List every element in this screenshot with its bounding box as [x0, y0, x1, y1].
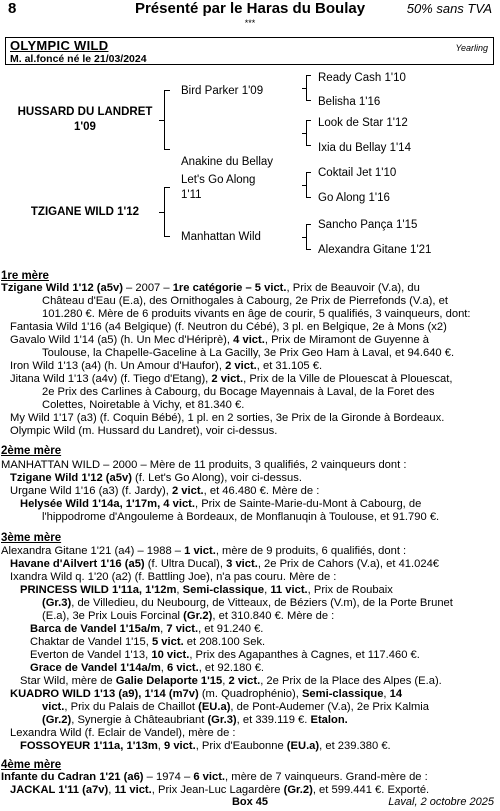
dam-dam-dam: Alexandra Gitane 1'21: [318, 244, 432, 256]
brace-line: [306, 100, 311, 101]
produce-line: Jitana Wild 1'13 (a4v) (f. Tiego d'Etang), 2 vict., Prix de la Ville de Plouescat à Plouescat,: [10, 373, 453, 385]
text-line: Château d'Eau (E.a), des Ornithogales à Cabourg, 2e Prix de Pierrefonds (V.a), et: [42, 295, 448, 307]
horse-category: Yearling: [455, 43, 488, 53]
text-line: Toulouse, la Chapelle-Gaceline à La Gacilly, 3e Prix Geo Ham à Laval, et 94.640 €.: [42, 347, 455, 359]
brace-line: [164, 187, 170, 188]
text-line: (Gr.2), Synergie à Châteaubriant (Gr.3), et 339.119 €. Etalon.: [42, 714, 348, 726]
produce-line: KUADRO WILD 1'13 (a9), 1'14 (m7v) (m. Quadrophénio), Semi-classique, 14: [10, 688, 403, 700]
brace-line: [164, 90, 170, 91]
text-line: (E.a), 3e Prix Louis Forcinal (Gr.2), et 310.840 €. Mère de :: [42, 610, 335, 622]
produce-line: Barca de Vandel 1'15a/m, 7 vict., et 91.240 €.: [30, 623, 264, 635]
brace-line: [302, 185, 307, 186]
produce-line: Havane d'Ailvert 1'16 (a5) (f. Ultra Ducal), 3 vict., 2e Prix de Cahors (V.a), et 41.024€: [10, 558, 440, 570]
produce-line: Chaktar de Vandel 1'15, 5 vict. et 208.100 Sek.: [30, 636, 266, 648]
dam-dam-sire: Sancho Pança 1'15: [318, 219, 418, 231]
sire-dam-dam: Ixia du Bellay 1'14: [318, 142, 411, 154]
text-line: vict., Prix du Palais de Chaillot (EU.a), de Pont-Audemer (V.a), 2e Prix Kalmia: [42, 701, 429, 713]
text-line: 2e Prix des Carlines à Cabourg, du Bocage Mayennais à Laval, de la Foret des: [42, 386, 435, 398]
second-dam-line: MANHATTAN WILD – 2000 – Mère de 11 produits, 3 qualifiés, 2 vainqueurs dont :: [1, 459, 407, 471]
brace-line: [302, 88, 307, 89]
sire-dam-sire: Look de Star 1'12: [318, 117, 408, 129]
horse-name: OLYMPIC WILD: [10, 38, 109, 53]
sire-sire: Bird Parker 1'09: [181, 85, 264, 97]
brace-line: [164, 149, 170, 150]
produce-line: Urgane Wild 1'16 (a3) (f. Jardy), 2 vict., et 46.480 €. Mère de :: [10, 485, 320, 497]
dam-dam: Manhattan Wild: [181, 231, 261, 243]
brace-line: [159, 120, 165, 121]
produce-line: Gavalo Wild 1'14 (a5) (h. Un Mec d'Hériprè), 4 vict., Prix de Miramont de Guyenne à: [10, 334, 430, 346]
brace-line: [302, 133, 307, 134]
produce-line: Tzigane Wild 1'12 (a5v) (f. Let's Go Along), voir ci-dessus.: [10, 472, 302, 484]
sire-time: 1'09: [74, 121, 96, 133]
produce-line: Lexandra Wild (f. Eclair de Vandel), mère de :: [10, 727, 236, 739]
sire-sire-dam: Belisha 1'16: [318, 96, 381, 108]
produce-line: Everton de Vandel 1'13, 10 vict., Prix des Agapanthes à Cagnes, et 117.460 €.: [30, 649, 420, 661]
brace-line: [306, 75, 311, 76]
page-title: Présenté par le Haras du Boulay: [134, 0, 366, 17]
produce-line: JACKAL 1'11 (a7v), 11 vict., Prix Jean-Luc Lagardère (Gr.2), et 599.441 €. Exporté.: [10, 784, 430, 796]
produce-line: PRINCESS WILD 1'11a, 1'12m, Semi-classique, 11 vict., Prix de Roubaix: [20, 584, 393, 596]
text-line: 101.280 €. Mère de 6 produits vivants en âge de courir, 5 qualifiés, 3 vainqueurs, dont:: [42, 308, 471, 320]
dam-sire-line2: 1'11: [181, 189, 202, 201]
section-fourth-dam: 4ème mère: [1, 759, 62, 771]
produce-line: My Wild 1'17 (a3) (f. Coquin Bébé), 1 pl. en 2 sorties, 3e Prix de la Gironde à Bordeaux.: [10, 412, 445, 424]
dam-name: TZIGANE WILD 1'12: [30, 206, 140, 218]
third-dam-line: Alexandra Gitane 1'21 (a4) – 1988 – 1 vict., mère de 9 produits, 6 qualifiés, dont :: [1, 545, 407, 557]
section-third-dam: 3ème mère: [1, 532, 62, 544]
brace-line: [306, 120, 311, 121]
sire-dam: Anakine du Bellay: [181, 156, 274, 168]
section-first-dam: 1re mère: [1, 270, 49, 282]
sale-date: Laval, 2 octobre 2025: [388, 796, 494, 808]
produce-line: Star Wild, mère de Galie Delaporte 1'15, 2 vict., 2e Prix de la Place des Alpes (E.a).: [20, 675, 442, 687]
text-line: (Gr.3), de Villedieu, du Neubourg, de Vitteaux, de Béziers (V.m), de la Porte Brunet: [42, 597, 453, 609]
brace-line: [306, 145, 311, 146]
brace-line: [159, 212, 165, 213]
brace-line: [306, 249, 311, 250]
tva-note: 50% sans TVA: [406, 1, 492, 16]
text-line: l'hippodrome d'Angouleme à Bordeaux, de Monflanuqin à Toulouse, et 91.790 €.: [42, 511, 440, 523]
brace-line: [306, 197, 311, 198]
dam-sire-sire: Coktail Jet 1'10: [318, 167, 397, 179]
dam-sire-line1: Let's Go Along: [181, 174, 256, 186]
produce-line: FOSSOYEUR 1'11a, 1'13m, 9 vict., Prix d'Eaubonne (EU.a), et 239.380 €.: [20, 740, 391, 752]
brace-line: [302, 237, 307, 238]
produce-line: Ixandra Wild q. 1'20 (a2) (f. Battling Joe), n'a pas couru. Mère de :: [10, 571, 337, 583]
stars-separator: ***: [244, 18, 256, 28]
produce-line: Iron Wild 1'13 (a4) (h. Un Amour d'Haufor), 2 vict., et 31.105 €.: [10, 360, 323, 372]
brace-line: [164, 236, 170, 237]
produce-line: Helysée Wild 1'14a, 1'17m, 4 vict., Prix de Sainte-Marie-du-Mont à Cabourg, de: [20, 498, 422, 510]
fourth-dam-line: Infante du Cadran 1'21 (a6) – 1974 – 6 vict., mère de 7 vainqueurs. Grand-mère de :: [1, 771, 428, 783]
produce-line: Fantasia Wild 1'16 (a4 Belgique) (f. Neutron du Cébé), 3 pl. en Belgique, 2e à Mons (x2): [10, 321, 447, 333]
sire-sire-sire: Ready Cash 1'10: [318, 72, 406, 84]
produce-line: Grace de Vandel 1'14a/m, 6 vict., et 92.180 €.: [30, 662, 265, 674]
dam-sire-dam: Go Along 1'16: [318, 192, 390, 204]
produce-line: Olympic Wild (m. Hussard du Landret), voir ci-dessus.: [10, 425, 278, 437]
brace-line: [306, 224, 311, 225]
section-second-dam: 2ème mère: [1, 445, 62, 457]
box-number: Box 45: [231, 796, 269, 808]
horse-birth-line: M. al.foncé né le 21/03/2024: [10, 53, 147, 65]
text-line: Colettes, Noiretable à Vichy, et 81.340 €.: [42, 399, 245, 411]
brace-line: [306, 172, 311, 173]
first-dam-line: Tzigane Wild 1'12 (a5v) – 2007 – 1re catégorie – 5 vict., Prix de Beauvoir (V.a), du: [1, 282, 420, 294]
sire-name: HUSSARD DU LANDRET: [17, 106, 153, 118]
lot-number: 8: [8, 0, 17, 17]
